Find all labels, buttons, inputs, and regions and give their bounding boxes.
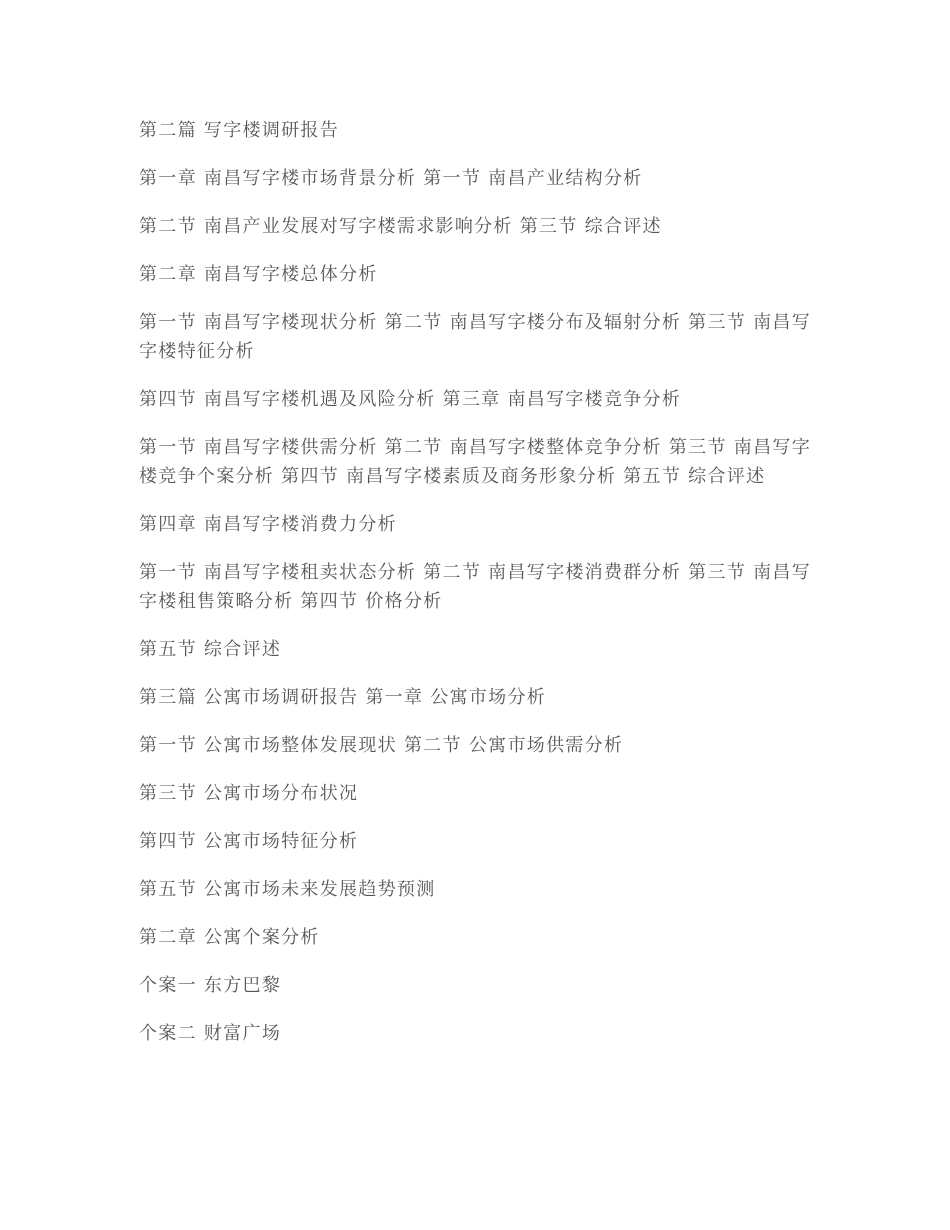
toc-entry: 第四节 公寓市场特征分析 bbox=[139, 831, 359, 852]
toc-entry: 第二章 公寓个案分析 bbox=[139, 927, 320, 948]
toc-entry: 第四章 南昌写字楼消费力分析 bbox=[139, 514, 397, 535]
toc-entry: 第一节 南昌写字楼供需分析 第二节 南昌写字楼整体竞争分析 第三节 南昌写字楼竞争个案分析 第四节 南昌写字楼素质及商务形象分析 第五节 综合评述 bbox=[139, 437, 812, 487]
toc-entry: 第二节 南昌产业发展对写字楼需求影响分析 第三节 综合评述 bbox=[139, 216, 662, 237]
toc-entry: 第一节 南昌写字楼租卖状态分析 第二节 南昌写字楼消费群分析 第三节 南昌写字楼租售策略分析 第四节 价格分析 bbox=[139, 562, 812, 612]
toc-entry: 个案二 财富广场 bbox=[139, 1023, 282, 1044]
toc-entry: 第五节 综合评述 bbox=[139, 639, 282, 660]
toc-entry: 第二章 南昌写字楼总体分析 bbox=[139, 264, 378, 285]
toc-entry: 第二篇 写字楼调研报告 bbox=[139, 120, 340, 141]
toc-entry: 第三节 公寓市场分布状况 bbox=[139, 783, 359, 804]
toc-entry: 第一节 南昌写字楼现状分析 第二节 南昌写字楼分布及辐射分析 第三节 南昌写字楼特征分析 bbox=[139, 312, 812, 362]
toc-entry: 第四节 南昌写字楼机遇及风险分析 第三章 南昌写字楼竞争分析 bbox=[139, 389, 682, 410]
toc-entry: 第一章 南昌写字楼市场背景分析 第一节 南昌产业结构分析 bbox=[139, 168, 643, 189]
toc-entry: 第五节 公寓市场未来发展趋势预测 bbox=[139, 879, 436, 900]
toc-entry: 个案一 东方巴黎 bbox=[139, 975, 282, 996]
toc-entry: 第一节 公寓市场整体发展现状 第二节 公寓市场供需分析 bbox=[139, 735, 624, 756]
toc-entry: 第三篇 公寓市场调研报告 第一章 公寓市场分析 bbox=[139, 687, 547, 708]
table-of-contents bbox=[139, 116, 814, 1067]
